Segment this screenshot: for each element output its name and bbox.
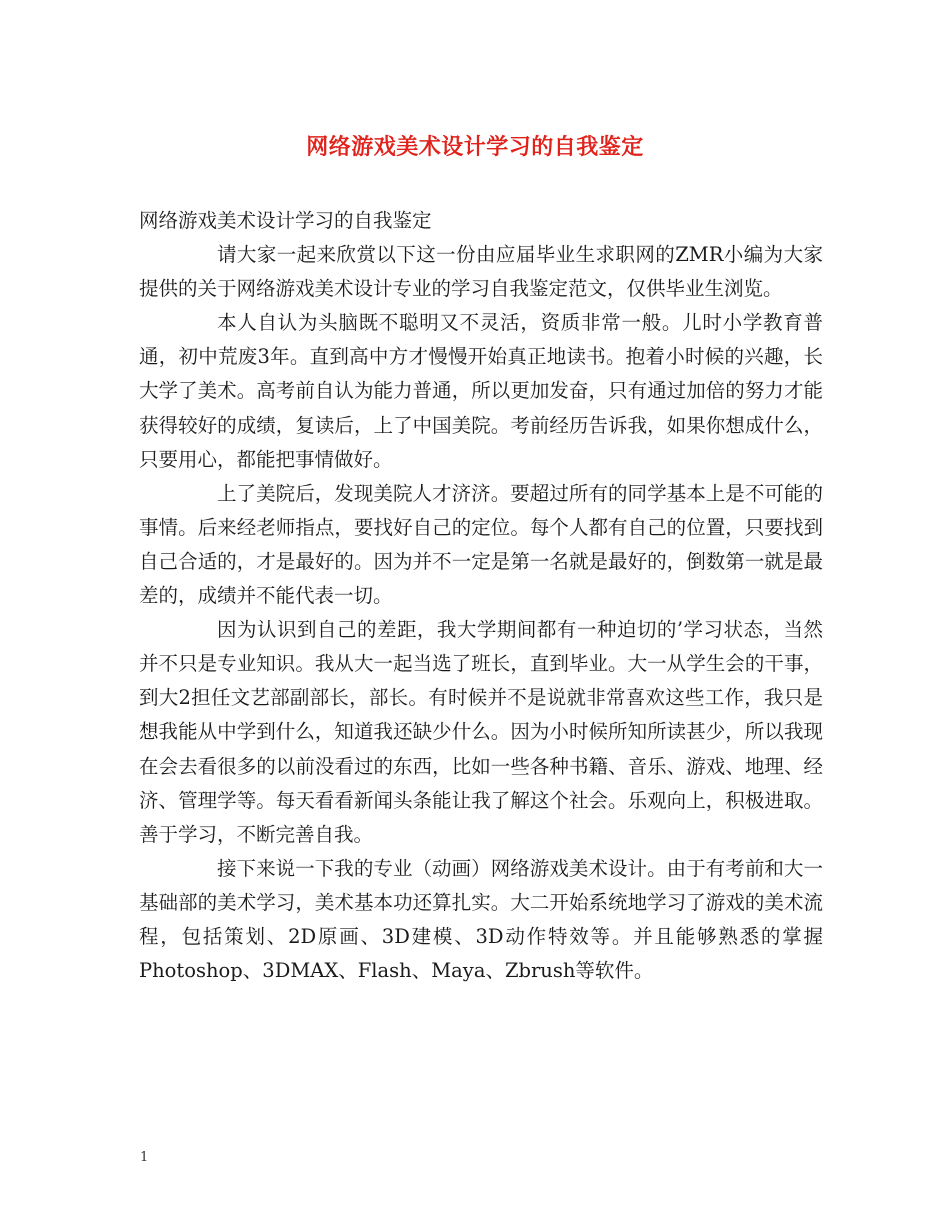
- paragraph-1: 请大家一起来欣赏以下这一份由应届毕业生求职网的ZMR小编为大家提供的关于网络游戏美术设计专业的学习自我鉴定范文，仅供毕业生浏览。: [139, 243, 823, 301]
- paragraph-2: 本人自认为头脑既不聪明又不灵活，资质非常一般。儿时小学教育普通，初中荒废3年。直到高中方才慢慢开始真正地读书。抱着小时候的兴趣，长大学了美术。高考前自认为能力普通，所以更加发奋，只有通过加倍的努力才能获得较好的成绩，复读后，上了中国美院。考前经历告诉我，如果你想成什么，只要用心，都能把事情做好。: [139, 311, 823, 471]
- document-body: [139, 204, 823, 988]
- document-title: 网络游戏美术设计学习的自我鉴定: [306, 134, 644, 160]
- paragraph-3: 上了美院后，发现美院人才济济。要超过所有的同学基本上是不可能的事情。后来经老师指点，要找好自己的定位。每个人都有自己的位置，只要找到自己合适的，才是最好的。因为并不一定是第一名就是最好的，倒数第一就是最差的，成绩并不能代表一切。: [139, 481, 823, 608]
- paragraph-4: 因为认识到自己的差距，我大学期间都有一种迫切的’学习状态，当然并不只是专业知识。我从大一起当选了班长，直到毕业。大一从学生会的干事，到大2担任文艺部副部长，部长。有时候并不是说就非常喜欢这些工作，我只是想我能从中学到什么，知道我还缺少什么。因为小时候所知所读甚少，所以我现在会去看很多的以前没看过的东西，比如一些各种书籍、音乐、游戏、地理、经济、管理学等。每天看看新闻头条能让我了解这个社会。乐观向上，积极进取。善于学习，不断完善自我。: [139, 618, 823, 846]
- document-subtitle: 网络游戏美术设计学习的自我鉴定: [139, 209, 432, 232]
- paragraph-5: 接下来说一下我的专业（动画）网络游戏美术设计。由于有考前和大一基础部的美术学习，美术基本功还算扎实。大二开始系统地学习了游戏的美术流程，包括策划、2D原画、3D建模、3D动作特效等。并且能够熟悉的掌握Photoshop、3DMAX、Flash、Maya、Zbrush等软件。: [139, 856, 823, 983]
- page-number: 1: [140, 1150, 149, 1165]
